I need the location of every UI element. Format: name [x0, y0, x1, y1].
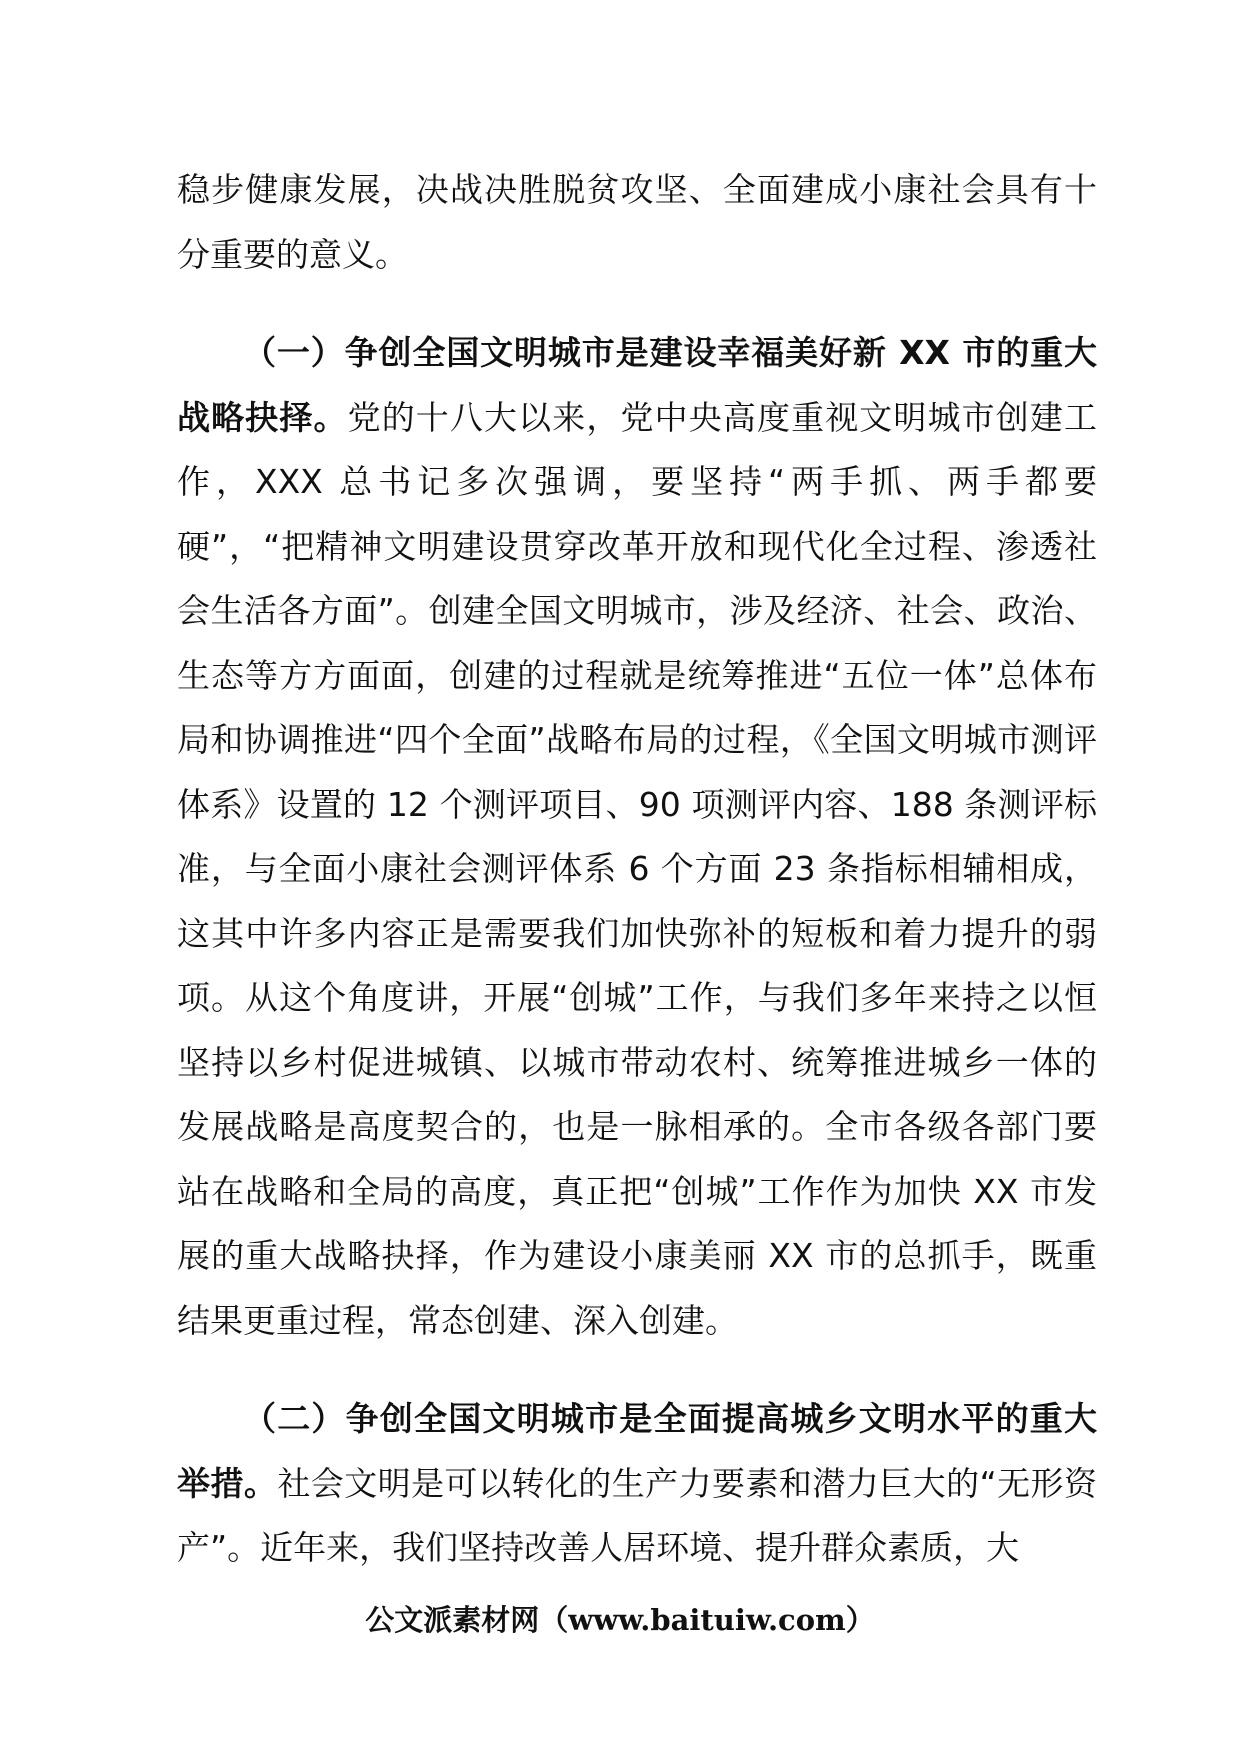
section-1: [177, 321, 1097, 1353]
paragraph-spacer: [177, 287, 1097, 321]
paragraph-intro: 稳步健康发展，决战决胜脱贫攻坚、全面建成小康社会具有十分重要的意义。: [177, 170, 1097, 274]
page-footer: 公文派素材网（www.baituiw.com）: [365, 1603, 875, 1637]
section-2-heading: （二）争创全国文明城市是全面提高城乡文明水平的重大举措。: [177, 1399, 1097, 1503]
section-2: [177, 1387, 1097, 1581]
document-body: [177, 158, 1097, 1581]
section-2-text: 社会文明是可以转化的生产力要素和潜力巨大的“无形资产”。近年来，我们坚持改善人居环境、提升群众素质，大: [177, 1463, 1097, 1567]
section-1-heading: （一）争创全国文明城市是建设幸福美好新 XX 市的重大战略抉择。: [177, 333, 1097, 437]
paragraph-spacer: [177, 1353, 1097, 1387]
section-1-text: 党的十八大以来，党中央高度重视文明城市创建工作，XXX 总书记多次强调，要坚持“两手抓、两手都要硬”，“把精神文明建设贯穿改革开放和现代化全过程、渗透社会生活各方面”。创建全国文明城市，涉及经济、社会、政治、生态等方方面面，创建的过程就是统筹推进“五位一体”总体布局和协调推进“四个全面”战略布局的过程，《全国文明城市测评体系》设置的 12 个测评项目、90 项测评内容、188 条测评标准，与全面小康社会测评体系 6 个方面 23 条指标相辅相成，这其中许多内容正是需要我们加快弥补的短板和着力提升的弱项。从这个角度讲，开展“创城”工作，与我们多年来持之以恒坚持以乡村促进城镇、以城市带动农村、统筹推进城乡一体的发展战略是高度契合的，也是一脉相承的。全市各级各部门要站在战略和全局的高度，真正把“创城”工作作为加快 XX 市发展的重大战略抉择，作为建设小康美丽 XX 市的总抓手，既重结果更重过程，常态创建、深入创建。: [177, 397, 1098, 1340]
